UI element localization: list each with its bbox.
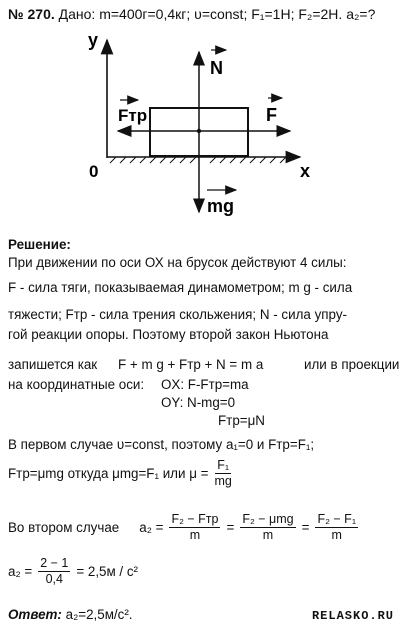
equation-ox: OX: F-Fтр=ma xyxy=(161,377,249,392)
a2-fraction-1-num: F₂ − Fтр xyxy=(171,512,219,526)
a2-fraction-3-num: F₂ − F₁ xyxy=(317,512,357,526)
calc-fraction-num: 2 − 1 xyxy=(40,556,69,570)
solution-line-8 xyxy=(8,458,234,489)
gravity-force-label: mg xyxy=(207,196,234,216)
origin-label: 0 xyxy=(89,162,99,181)
x-axis-label: x xyxy=(300,161,311,181)
calculation-line xyxy=(8,556,138,587)
solution-heading: Решение: xyxy=(8,237,71,252)
a2-fraction-3 xyxy=(315,512,358,543)
calc-fraction-den: 0,4 xyxy=(45,572,63,586)
problem-number: № 270. xyxy=(8,6,55,22)
answer-value: a₂=2,5м/с². xyxy=(65,607,133,622)
force-diagram xyxy=(0,0,400,240)
solution-line-6: на координатные оси: xyxy=(8,377,145,392)
mu-fraction-denominator: mg xyxy=(214,474,232,488)
newton-vector-equation: F + m g + Fтр + N = m a xyxy=(118,357,264,372)
a2-label: a₂ = xyxy=(139,519,164,535)
calc-result: = 2,5м / с² xyxy=(76,563,139,579)
solution-line-5b: или в проекции xyxy=(304,357,400,372)
mu-fraction-numerator: F₁ xyxy=(217,458,230,472)
friction-force-label: Fтр xyxy=(118,106,148,125)
calc-fraction xyxy=(38,556,70,587)
solution-line-1: При движении по оси ОХ на брусок действуют 4 силы: xyxy=(8,255,347,270)
answer-line xyxy=(8,606,133,624)
y-axis-label: y xyxy=(88,30,99,50)
a2-fraction-2 xyxy=(240,512,295,543)
a2-fraction-3-den: m xyxy=(331,528,342,542)
equation-oy: OY: N-mg=0 xyxy=(161,395,236,410)
a2-fraction-2-num: F₂ − μmg xyxy=(242,512,294,526)
solution-line-9 xyxy=(8,512,358,543)
equation-friction: Fтр=μN xyxy=(218,413,265,428)
solution-line-2: F - сила тяги, показываемая динамометром; m g - сила xyxy=(8,280,353,295)
equals-sign-1: = xyxy=(226,519,235,535)
mu-expression: Fтр=μmg откуда μmg=F₁ или μ = xyxy=(8,465,209,481)
equals-sign-2: = xyxy=(301,519,310,535)
problem-given: Дано: m=400г=0,4кг; υ=const; F₁=1Н; F₂=2Н. a₂=? xyxy=(58,6,376,22)
normal-force-label: N xyxy=(210,58,223,78)
mu-fraction xyxy=(212,458,233,489)
solution-line-4: гой реакции опоры. Поэтому второй закон Ньютона xyxy=(8,327,329,342)
calc-lhs: a₂ = xyxy=(8,563,33,579)
answer-label: Ответ: xyxy=(8,607,62,622)
solution-line-7: В первом случае υ=const, поэтому a₁=0 и Fтр=F₁; xyxy=(8,437,315,452)
watermark: RELASKO.RU xyxy=(311,609,394,623)
solution-line-3: тяжести; Fтр - сила трения скольжения; N - сила упру- xyxy=(8,307,347,322)
solution-line-5a: запишется как xyxy=(8,357,98,372)
second-case-text: Во втором случае xyxy=(8,519,120,535)
a2-fraction-1-den: m xyxy=(189,528,201,542)
ground-hatching xyxy=(110,157,286,163)
a2-fraction-2-den: m xyxy=(262,528,274,542)
a2-fraction-1 xyxy=(169,512,220,543)
traction-force-label: F xyxy=(266,105,277,125)
